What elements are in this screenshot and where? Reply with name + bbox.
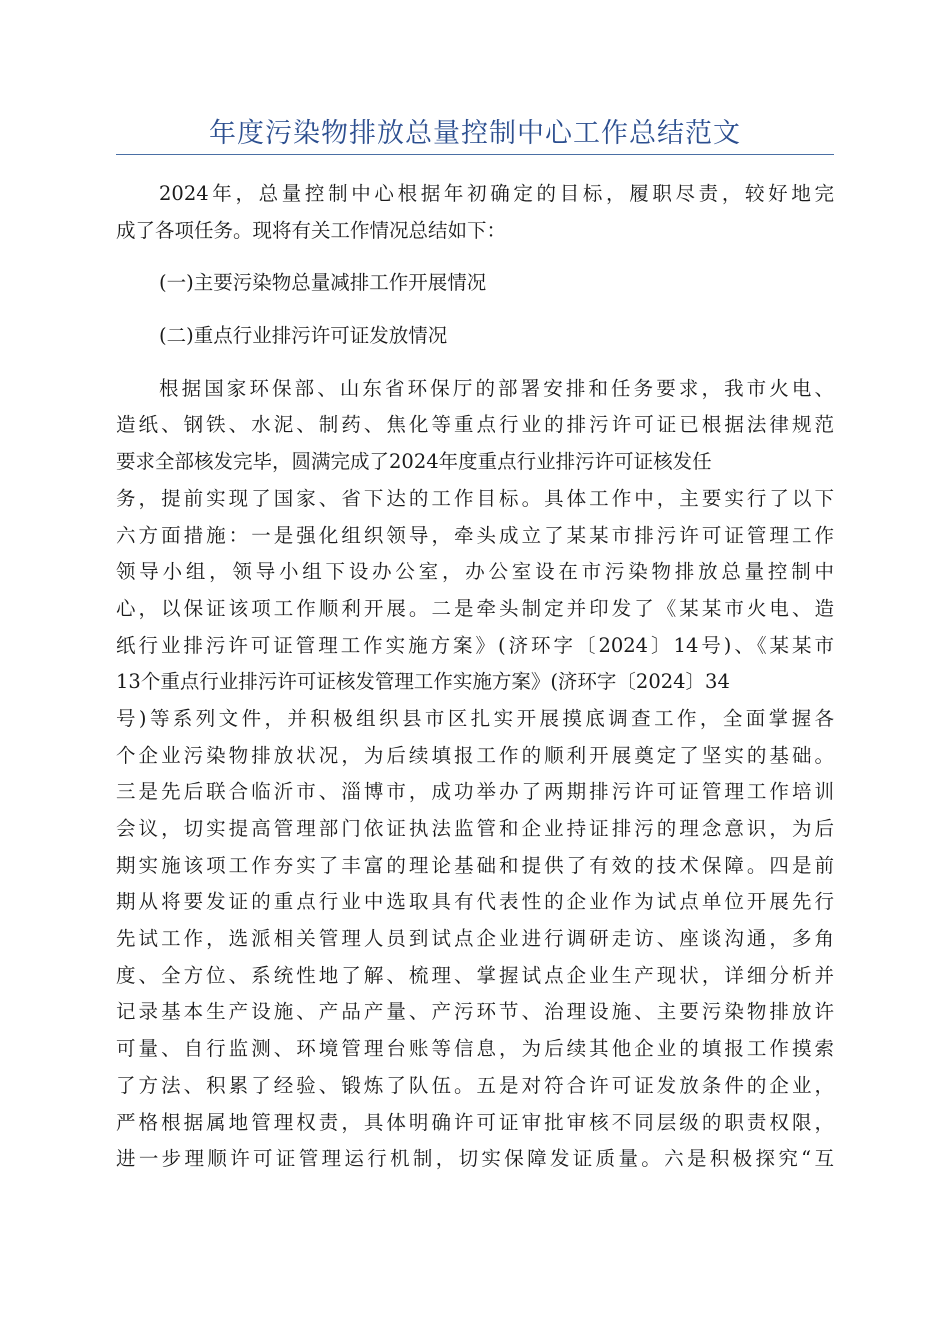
body-line: 根据国家环保部、山东省环保厅的部署安排和任务要求，我市火电、 xyxy=(159,376,834,400)
body-line: 造纸、钢铁、水泥、制药、焦化等重点行业的排污许可证已根据法律规范 xyxy=(116,413,834,437)
body-line: 期从将要发证的重点行业中选取具有代表性的企业作为试点单位开展先行 xyxy=(116,890,834,914)
body-line: 号)等系列文件，并积极组织县市区扎实开展摸底调查工作，全面掌握各 xyxy=(116,706,834,730)
paragraph-gap xyxy=(116,355,834,371)
body-line: 严格根据属地管理权责，具体明确许可证审批审核不同层级的职责权限， xyxy=(116,1110,834,1134)
body-line: 要求全部核发完毕，圆满完成了2024年度重点行业排污许可证核发任 xyxy=(116,450,712,474)
body-line: 可量、自行监测、环境管理台账等信息，为后续其他企业的填报工作摸索 xyxy=(116,1037,834,1061)
body-line: 心，以保证该项工作顺利开展。二是牵头制定并印发了《某某市火电、造 xyxy=(116,596,834,620)
section-heading-1: (一)主要污染物总量减排工作开展情况 xyxy=(159,271,487,295)
body-line: 领导小组，领导小组下设办公室，办公室设在市污染物排放总量控制中 xyxy=(116,560,834,584)
body-line: 进一步理顺许可证管理运行机制，切实保障发证质量。六是积极探究“互 xyxy=(116,1147,834,1171)
paragraph-gap xyxy=(116,302,834,318)
body-line: 了方法、积累了经验、锻炼了队伍。五是对符合许可证发放条件的企业， xyxy=(116,1073,834,1097)
body-line: 记录基本生产设施、产品产量、产污环节、治理设施、主要污染物排放许 xyxy=(116,1000,834,1024)
document-title: 年度污染物排放总量控制中心工作总结范文 xyxy=(209,118,741,149)
paragraph-gap xyxy=(116,249,834,265)
document-body xyxy=(116,176,834,1178)
body-line: 会议，切实提高管理部门依证执法监管和企业持证排污的理念意识，为后 xyxy=(116,817,834,840)
intro-line: 2024年，总量控制中心根据年初确定的目标，履职尽责，较好地完 xyxy=(159,182,834,205)
body-line: 13个重点行业排污许可证核发管理工作实施方案》(济环字〔2024〕34 xyxy=(116,670,730,694)
title-underline xyxy=(116,154,834,155)
body-line: 个企业污染物排放状况，为后续填报工作的顺利开展奠定了坚实的基础。 xyxy=(116,743,834,767)
body-line: 纸行业排污许可证管理工作实施方案》(济环字〔2024〕14号)、《某某市 xyxy=(116,633,834,657)
intro-line: 成了各项任务。现将有关工作情况总结如下： xyxy=(116,218,507,242)
body-line: 期实施该项工作夯实了丰富的理论基础和提供了有效的技术保障。四是前 xyxy=(116,853,834,877)
body-line: 度、全方位、系统性地了解、梳理、掌握试点企业生产现状，详细分析并 xyxy=(116,963,834,987)
body-line: 六方面措施：一是强化组织领导，牵头成立了某某市排污许可证管理工作 xyxy=(116,523,834,547)
section-heading-2: (二)重点行业排污许可证发放情况 xyxy=(159,324,448,348)
body-line: 先试工作，选派相关管理人员到试点企业进行调研走访、座谈沟通，多角 xyxy=(116,927,834,951)
body-line: 三是先后联合临沂市、淄博市，成功举办了两期排污许可证管理工作培训 xyxy=(116,780,834,804)
body-line: 务，提前实现了国家、省下达的工作目标。具体工作中，主要实行了以下 xyxy=(116,486,834,510)
